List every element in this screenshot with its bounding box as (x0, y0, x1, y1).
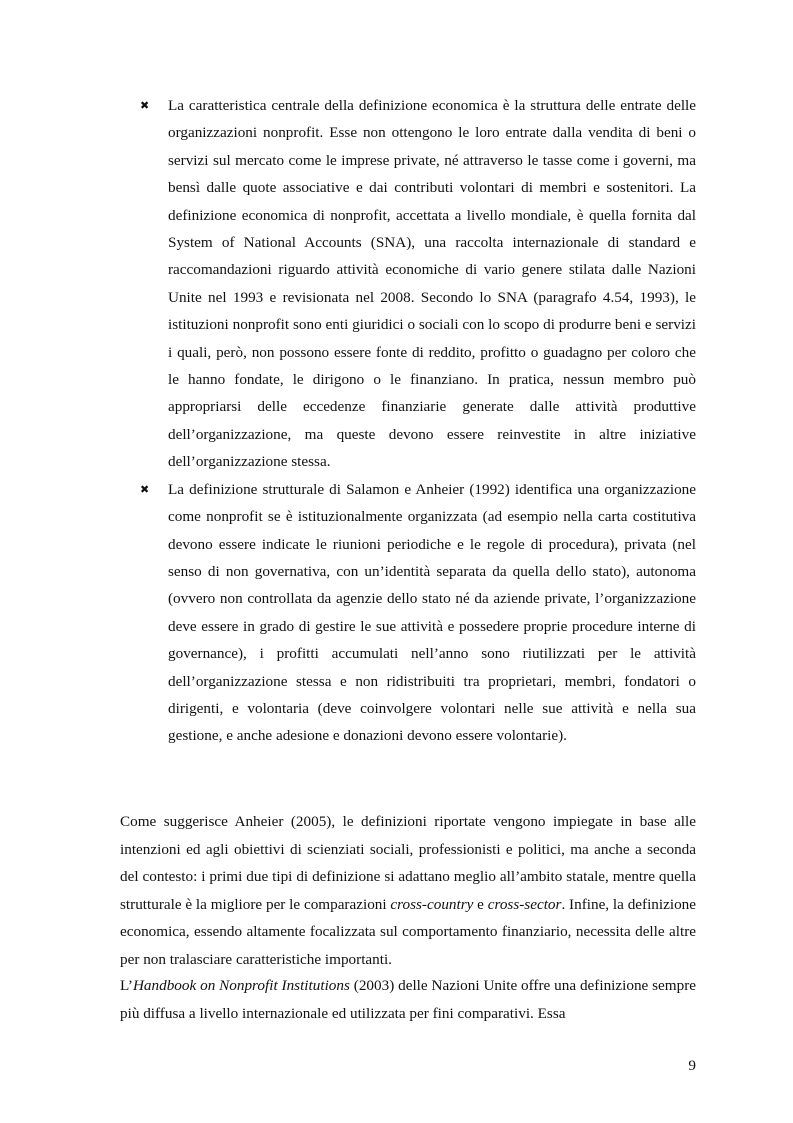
text-run: . Infine, la definizione economica, essendo altamente focalizzata sul comportamento finanziario, necessita delle altre per non tralasciare caratteristiche importanti. (120, 895, 697, 968)
body-paragraph-anheier (120, 808, 696, 974)
italic-term-cross-country: cross-country (390, 895, 474, 913)
italic-title-handbook: Handbook on Nonprofit Institutions (132, 977, 350, 994)
text-run: (2003) delle Nazioni Unite offre una definizione sempre più diffusa a livello internazionale ed utilizzata per fini comparativi. Essa (120, 977, 697, 1022)
body-paragraph-handbook (120, 972, 696, 1027)
bullet-item-economic-definition (140, 92, 696, 476)
text-run: Come suggerisce Anheier (2005), le definizioni riportate vengono impiegate in base alle intenzioni ed agli obiettivi di scienziati sociali, professionisti e politici, ma anche a seconda del contesto: i primi due tipi di definizione si adattano meglio all’ambito statale, mentre quella strutturale è la migliore per le comparazioni (120, 813, 696, 913)
text-run: e (473, 895, 488, 913)
cross-bullet-icon: ✖ (140, 99, 150, 112)
text-run: L’ (120, 977, 133, 994)
page-number: 9 (688, 1057, 696, 1074)
cross-bullet-icon: ✖ (140, 482, 150, 496)
bullet-item-structural-definition (140, 476, 696, 750)
bullet-text: La definizione strutturale di Salamon e Anheier (1992) identifica una organizzazione come nonprofit se è istituzionalmente organizzata (ad esempio nella carta costitutiva devono essere indicate le riunioni periodiche e le regole di procedura), privata (nel senso di non governativa, con un’identità separata da quella dello stato), autonoma (ovvero non controllata da agenzie dello stato né da aziende private, l’organizzazione deve essere in grado di gestire le sue attività e possedere proprie procedure interne di governance), i profitti accumulati nell’anno sono riutilizzati per le attività dell’organizzazione stessa e non ridistribuiti tra proprietari, membri, fondatori o dirigenti, e volontaria (deve coinvolgere volontari nelle sue attività e nella sua gestione, e anche adesione e donazioni devono essere volontarie). (168, 480, 696, 745)
bullet-text: La caratteristica centrale della definizione economica è la struttura delle entrate delle organizzazioni nonprofit. Esse non ottengono le loro entrate dalla vendita di beni o servizi sul mercato come le imprese private, né attraverso le tasse come i governi, ma bensì dalle quote associative e dai contributi volontari di membri e sostenitori. La definizione economica di nonprofit, accettata a livello mondiale, è quella fornita dal System of National Accounts (SNA), una raccolta internazionale di standard e raccomandazioni riguardo attività economiche di vario genere stilata dalle Nazioni Unite nel 1993 e revisionata nel 2008. Secondo lo SNA (paragrafo 4.54, 1993), le istituzioni nonprofit sono enti giuridici o sociali con lo scopo di produrre beni e servizi i quali, però, non possono essere fonte di reddito, profitto o guadagno per coloro che le hanno fondate, le dirigono o le finanziano. In pratica, nessun membro può appropriarsi delle eccedenze finanziarie generate dalle attività produttive dell’organizzazione, ma queste devono essere reinvestite in altre iniziative dell’organizzazione stessa. (168, 97, 696, 471)
italic-term-cross-sector: cross-sector (487, 895, 562, 913)
bullet-list (140, 92, 696, 750)
